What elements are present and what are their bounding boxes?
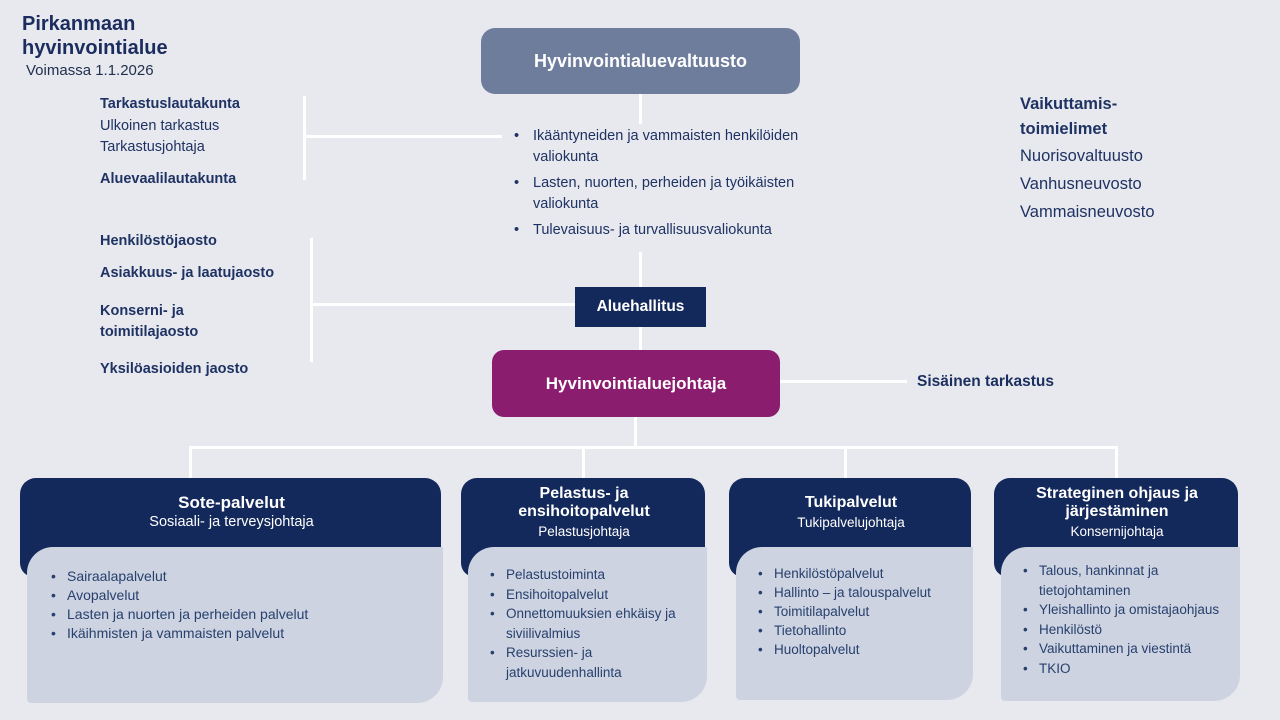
card-bullets (1001, 547, 1240, 678)
card-title: Tukipalvelut (804, 494, 898, 511)
bullet-item: • Tietohallinto (758, 621, 969, 640)
card-header-text (20, 478, 443, 547)
card-tukipalvelut (729, 478, 973, 700)
validity-date: Voimassa 1.1.2026 (26, 62, 154, 79)
connector-hallitus-to-johtaja (639, 326, 642, 352)
influence-title: Vaikuttamis-toimielimet (1020, 95, 1118, 138)
committee-item: • Ikääntyneiden ja vammaisten henkilöiden valiokunta (502, 126, 874, 168)
bullet-item: • Ensihoitopalvelut (490, 585, 701, 605)
card-strateginen-ohjaus (994, 478, 1240, 701)
bullet-item: • Avopalvelut (51, 586, 433, 605)
card-body-bg (736, 547, 973, 700)
card-header-text (994, 478, 1240, 547)
audit-item-ulkoinen-tarkastus: Ulkoinen tarkastus (100, 117, 220, 134)
bullet-item: • TKIO (1023, 659, 1236, 679)
committee-item: • Tulevaisuus- ja turvallisuusvaliokunta (502, 220, 874, 241)
connector-drop-card3 (844, 446, 847, 479)
bullet-item: • Lasten ja nuorten ja perheiden palvelut (51, 605, 433, 624)
influence-bodies (1020, 92, 1184, 226)
card-bullets (27, 547, 443, 643)
card-bullets (468, 547, 707, 682)
bullet-item: • Huoltopalvelut (758, 640, 969, 659)
connector-drop-card2 (582, 446, 585, 479)
section-item-asiakkuus-laatujaosto: Asiakkuus- ja laatujaosto (100, 265, 275, 281)
internal-audit-label: Sisäinen tarkastus (917, 373, 1054, 390)
logo-line2: hyvinvointialue (22, 37, 168, 59)
card-body-bg (1001, 547, 1240, 701)
node-label: Aluehallitus (596, 298, 685, 315)
bullet-item: • Hallinto – ja talouspalvelut (758, 583, 969, 602)
node-aluehallitus (575, 287, 706, 327)
card-header-text (461, 478, 707, 547)
card-title: Sote-palvelut (178, 493, 285, 512)
node-hyvinvointialuevaltuusto (481, 28, 800, 94)
node-label: Hyvinvointialuevaltuusto (533, 50, 748, 71)
section-item-yksiloasioiden-jaosto: Yksilöasioiden jaosto (100, 361, 249, 377)
logo-line1: Pirkanmaan (22, 13, 136, 35)
card-title: Strateginen ohjaus ja järjestäminen (1036, 485, 1198, 520)
audit-item-aluevaalilautakunta: Aluevaalilautakunta (100, 170, 237, 187)
card-header-text (729, 478, 973, 547)
connector-internal-audit (779, 380, 907, 383)
bullet-item: • Yleishallinto ja omistajaohjaus (1023, 600, 1236, 620)
card-body-bg (468, 547, 707, 702)
bullet-item: • Talous, hankinnat ja tietojohtaminen (1023, 561, 1236, 600)
org-logo (22, 12, 168, 60)
influence-item-vanhusneuvosto: Vanhusneuvosto (1020, 175, 1142, 193)
connector-johtaja-to-bus (634, 416, 637, 448)
influence-item-vammaisneuvosto: Vammaisneuvosto (1020, 203, 1155, 221)
bullet-item: • Vaikuttaminen ja viestintä (1023, 639, 1236, 659)
bullet-item: • Henkilöstöpalvelut (758, 564, 969, 583)
audit-item-tarkastusjohtaja: Tarkastusjohtaja (100, 139, 205, 155)
bullet-item: • Resurssien- ja jatkuvuudenhallinta (490, 643, 701, 682)
bullet-item: • Pelastustoiminta (490, 565, 701, 585)
bullet-item: • Ikäihmisten ja vammaisten palvelut (51, 624, 433, 643)
connector-bus-horizontal (189, 446, 1118, 449)
connector-sections-horizontal (313, 303, 578, 306)
node-label: Hyvinvointialuejohtaja (545, 373, 727, 393)
influence-item-nuorisovaltuusto: Nuorisovaltuusto (1020, 147, 1143, 165)
committee-item: • Lasten, nuorten, perheiden ja työikäisten valiokunta (502, 173, 874, 215)
audit-item-tarkastuslautakunta: Tarkastuslautakunta (100, 96, 240, 112)
card-subtitle: Tukipalvelujohtaja (797, 515, 905, 530)
card-subtitle: Sosiaali- ja terveysjohtaja (149, 514, 314, 530)
connector-drop-card4 (1115, 446, 1118, 479)
card-subtitle: Konsernijohtaja (1070, 524, 1164, 539)
connector-drop-card1 (189, 446, 192, 479)
card-subtitle: Pelastusjohtaja (538, 524, 630, 539)
section-item-konserni-toimitilajaosto: Konserni- ja toimitilajaosto (100, 303, 199, 340)
card-pelastus-ensihoitopalvelut (461, 478, 707, 702)
committees-list (502, 124, 874, 252)
bullet-item: • Henkilöstö (1023, 620, 1236, 640)
connector-audit-horizontal (306, 135, 506, 138)
node-hyvinvointialuejohtaja (492, 350, 780, 417)
bullet-item: • Toimitilapalvelut (758, 602, 969, 621)
connector-audit-vertical (303, 96, 306, 180)
bullet-item: • Onnettomuuksien ehkäisy ja siviilivalmius (490, 604, 701, 643)
card-body-bg (27, 547, 443, 703)
card-title: Pelastus- ja ensihoitopalvelut (518, 485, 650, 520)
bullet-item: • Sairaalapalvelut (51, 567, 433, 586)
section-item-henkilostojaosto: Henkilöstöjaosto (100, 233, 217, 249)
card-sote-palvelut (20, 478, 443, 703)
card-bullets (736, 547, 973, 659)
audit-group (100, 94, 240, 190)
sections-group (100, 231, 332, 380)
